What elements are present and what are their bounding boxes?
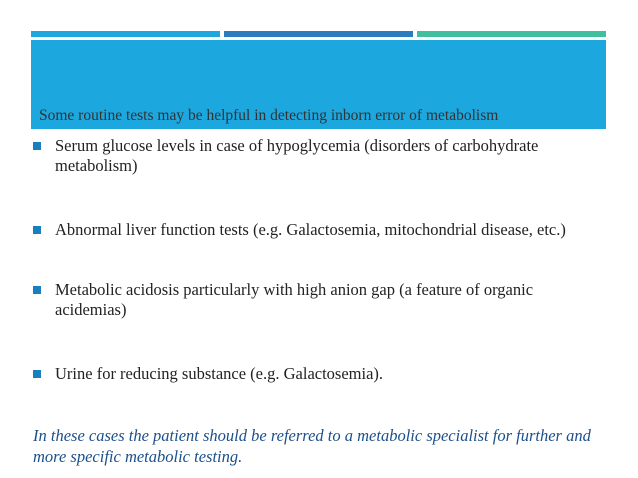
title-band [31,40,606,129]
referral-note: In these cases the patient should be referred to a metabolic specialist for further and more specific metabolic testing. [33,426,591,466]
accent-stripe-left [31,31,220,37]
accent-stripe-middle [224,31,413,37]
bullet-text: Abnormal liver function tests (e.g. Galactosemia, mitochondrial disease, etc.) [55,220,566,239]
bullet-text: Urine for reducing substance (e.g. Galactosemia). [55,364,384,383]
bullet-item-urine [33,364,603,384]
bullet-item-glucose [33,136,603,176]
square-bullet-icon [33,370,41,378]
slide-title: Some routine tests may be helpful in detecting inborn error of metabolism [39,107,499,124]
accent-stripe-right [417,31,606,37]
bullet-item-liver [33,220,603,240]
bullet-text: Serum glucose levels in case of hypoglycemia (disorders of carbohydrate metabolism) [55,136,539,175]
square-bullet-icon [33,286,41,294]
bullet-item-acidosis [33,280,603,320]
bullet-text: Metabolic acidosis particularly with high anion gap (a feature of organic acidemias) [55,280,534,319]
square-bullet-icon [33,226,41,234]
square-bullet-icon [33,142,41,150]
